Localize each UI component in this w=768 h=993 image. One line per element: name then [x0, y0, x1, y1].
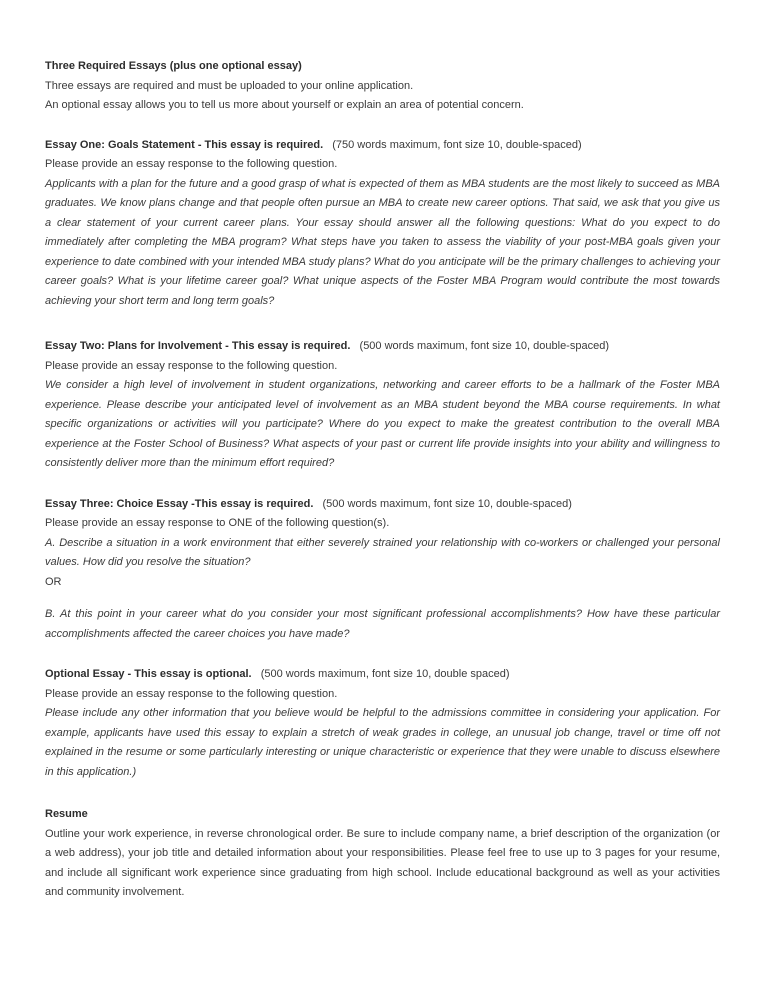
essay-one-prompt: Please provide an essay response to the following question.: [45, 158, 338, 170]
resume-title: Resume: [45, 808, 88, 820]
intro-line-1: Three essays are required and must be uploaded to your online application.: [45, 79, 414, 92]
essay-three-title: Essay Three: Choice Essay -This essay is required.: [45, 497, 314, 510]
essay-one-body: Applicants with a plan for the future and a good grasp of what is expected of them as MBA students are the most likely to succeed as MBA graduates. We know plans change and that people often pursue an MBA to create new career options. That said, we ask that you give us a clear statement of your current career plans. Your essay should answer all the following questions: What do you expect to do immediately after completing the MBA program? What steps have you taken to assess the viability of your post-MBA goals given your experience to date combined with your intended MBA study plans? What do you anticipate will be the primary challenges to achieving your career goals? What is your lifetime career goal? What unique aspects of the Foster MBA Program would contribute the most towards achieving your short term and long term goals?: [45, 177, 720, 307]
essay-one-title: Essay One: Goals Statement - This essay is required.: [45, 138, 324, 151]
optional-essay-section: [45, 665, 720, 782]
essay-three-title-line: [45, 495, 720, 515]
essay-one-title-line: [45, 136, 720, 156]
essay-three-specs: (500 words maximum, font size 10, double-spaced): [322, 497, 572, 510]
essay-three-prompt: Please provide an essay response to ONE of the following question(s).: [45, 517, 390, 529]
essay-one-section: [45, 136, 720, 312]
resume-body: Outline your work experience, in reverse chronological order. Be sure to include company name, a brief description of the organization (or a web address), your job title and detailed information about your responsibilities. Please feel free to use up to 3 pages for your resume, and include all significant work experience since graduating from high school. Include educational background as well as your activities and community involvement.: [45, 827, 720, 898]
essay-three-section: [45, 495, 720, 645]
optional-essay-specs: (500 words maximum, font size 10, double spaced): [260, 668, 510, 680]
optional-essay-title: Optional Essay - This essay is optional.: [45, 668, 252, 680]
essay-two-title-line: [45, 337, 720, 357]
essay-three-option-a: A. Describe a situation in a work environment that either severely strained your relationship with co-workers or challenged your personal values. How did you resolve the situation?: [45, 536, 720, 568]
intro-line-2: An optional essay allows you to tell us more about yourself or explain an area of potential concern.: [45, 99, 524, 111]
essay-two-body: We consider a high level of involvement in student organizations, networking and career efforts to be a hallmark of the Foster MBA experience. Please describe your anticipated level of involvement as an MBA student beyond the MBA course requirements. In what specific organizations or activities will you participate? Where do you expect to make the greatest contribution to the overall MBA experience at the Foster School of Business? What aspects of your past or current life provide insights into your ability and willingness to consistently deliver more than the minimum effort required?: [45, 379, 720, 469]
essay-three-or-separator: OR: [45, 575, 62, 588]
essay-two-section: [45, 337, 720, 474]
essay-two-title: Essay Two: Plans for Involvement - This essay is required.: [45, 340, 351, 352]
optional-essay-title-line: [45, 665, 720, 685]
essay-one-specs: (750 words maximum, font size 10, double-spaced): [332, 138, 582, 151]
essay-two-prompt: Please provide an essay response to the following question.: [45, 359, 338, 372]
resume-section: [45, 805, 720, 903]
optional-essay-prompt: Please provide an essay response to the following question.: [45, 687, 338, 700]
optional-essay-body: Please include any other information that you believe would be helpful to the admissions committee in considering your application. For example, applicants have used this essay to explain a stretch of weak grades in college, an unusual job change, travel or time off not explained in the resume or some particularly interesting or unique characteristic or experience that they were unable to discuss elsewhere in this application.): [45, 707, 720, 778]
essay-two-specs: (500 words maximum, font size 10, double-spaced): [359, 340, 609, 352]
intro-section: [45, 57, 720, 116]
intro-heading: Three Required Essays (plus one optional essay): [45, 60, 302, 72]
essay-three-option-b: B. At this point in your career what do you consider your most significant professional accomplishments? How have these particular accomplishments affected the career choices you have made?: [45, 608, 720, 640]
